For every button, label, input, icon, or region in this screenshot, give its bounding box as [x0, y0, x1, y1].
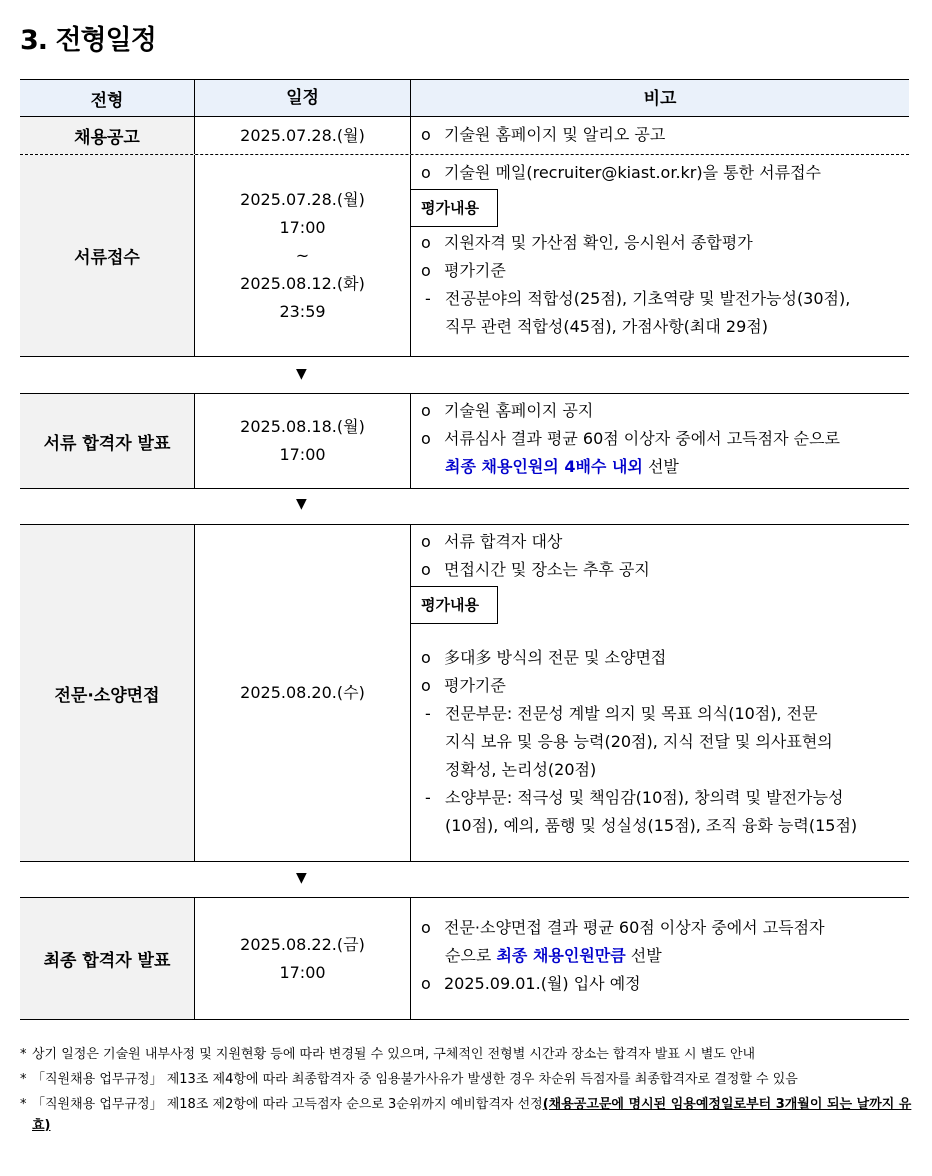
remark-text: 서류심사 결과 평균 60점 이상자 중에서 고득점자 순으로 — [444, 429, 840, 448]
remark-text: 소양부문: 적극성 및 책임감(10점), 창의력 및 발전가능성 — [445, 788, 844, 807]
bullet-icon: o — [421, 648, 431, 667]
date-line: 17:00 — [279, 962, 326, 982]
bullet-icon: o — [421, 974, 431, 993]
bullet-icon: o — [421, 233, 431, 252]
dash-icon: - — [425, 704, 431, 723]
footnote-text: 「직원채용 업무규정」 제18조 제2항에 따라 고득점자 순으로 3순위까지 예비합격자 선정 — [32, 1097, 543, 1112]
table-row-interview — [20, 525, 909, 862]
highlight-text: 최종 채용인원만큼 — [496, 946, 626, 965]
bullet-icon: o — [421, 918, 431, 937]
bullet-icon: o — [421, 261, 431, 280]
remark-text: 직무 관련 적합성(45점), 가점사항(최대 29점) — [445, 317, 768, 336]
footnote-item — [20, 1044, 912, 1065]
date-line: 17:00 — [279, 445, 326, 464]
eval-label-box: 평가내용 — [411, 189, 498, 227]
bullet-icon: o — [421, 532, 431, 551]
schedule-table-1 — [20, 79, 909, 357]
footnote-item — [20, 1094, 912, 1136]
remark-text: 多대多 방식의 전문 및 소양면접 — [444, 648, 667, 667]
asterisk-icon: * — [20, 1047, 27, 1062]
footnote-text: 상기 일정은 기술원 내부사정 및 지원현황 등에 따라 변경될 수 있으며, 구체적인 전형별 시간과 장소는 합격자 발표 시 별도 안내 — [32, 1047, 756, 1062]
date-line: 2025.08.12.(화) — [240, 273, 365, 293]
dash-icon: - — [425, 788, 431, 807]
highlight-text: 최종 채용인원의 4배수 내외 — [445, 457, 643, 476]
date-interview: 2025.08.20.(수) — [195, 525, 411, 861]
remarks-doc-pass — [411, 394, 909, 488]
stage-docs: 서류접수 — [20, 155, 195, 356]
date-line: 2025.07.28.(월) — [240, 189, 365, 209]
schedule-table-3 — [20, 524, 909, 862]
remark-text: 기술원 홈페이지 및 알리오 공고 — [444, 125, 666, 144]
remarks-docs — [411, 155, 909, 356]
remark-text: 정확성, 논리성(20점) — [445, 760, 597, 779]
date-line: 17:00 — [279, 217, 326, 237]
footnote-item — [20, 1069, 912, 1090]
remarks-interview — [411, 525, 909, 861]
date-line: ~ — [295, 245, 310, 265]
date-docs — [195, 155, 411, 356]
table-row-docs — [20, 155, 909, 357]
date-final — [195, 898, 411, 1019]
date-line: 23:59 — [279, 301, 326, 321]
date-doc-pass — [195, 394, 411, 488]
header-stage: 전형 — [20, 80, 195, 116]
arrow-down-icon: ▼ — [296, 366, 307, 382]
date-line: 2025.08.22.(금) — [240, 934, 365, 954]
asterisk-icon: * — [20, 1097, 27, 1112]
remark-text: 평가기준 — [444, 676, 506, 695]
dash-icon: - — [425, 289, 431, 308]
remark-text: 면접시간 및 장소는 추후 공지 — [444, 560, 650, 579]
arrow-down-icon: ▼ — [296, 496, 307, 512]
header-date: 일정 — [195, 80, 411, 116]
page-title: 3. 전형일정 — [20, 25, 156, 56]
table-row-final — [20, 898, 909, 1020]
remarks-final — [411, 898, 909, 1019]
stage-doc-pass: 서류 합격자 발표 — [20, 394, 195, 488]
table-header-row — [20, 80, 909, 117]
remark-text: 2025.09.01.(월) 입사 예정 — [444, 974, 641, 993]
remark-text: 기술원 메일(recruiter@kiast.or.kr)을 통한 서류접수 — [444, 163, 821, 182]
remark-text: 지원자격 및 가산점 확인, 응시원서 종합평가 — [444, 233, 753, 252]
footnote-text: 「직원채용 업무규정」 제13조 제4항에 따라 최종합격자 중 임용불가사유가 발생한 경우 차순위 득점자를 최종합격자로 결정할 수 있음 — [32, 1072, 798, 1087]
footnotes — [20, 1044, 912, 1140]
schedule-table-2 — [20, 393, 909, 489]
header-remarks: 비고 — [411, 80, 909, 116]
bullet-icon: o — [421, 676, 431, 695]
remarks-notice — [411, 117, 909, 154]
bullet-icon: o — [421, 429, 431, 448]
bullet-icon: o — [421, 163, 431, 182]
remark-text: 전문부문: 전문성 계발 의지 및 목표 의식(10점), 전문 — [445, 704, 818, 723]
date-line: 2025.08.18.(월) — [240, 417, 365, 436]
eval-label-box: 평가내용 — [411, 586, 498, 624]
remark-text: 전공분야의 적합성(25점), 기초역량 및 발전가능성(30점), — [445, 289, 851, 308]
arrow-down-icon: ▼ — [296, 870, 307, 886]
table-row-doc-pass — [20, 394, 909, 489]
footnote-emphasis: (채용공고문에 명시된 임용예정일로부터 3개월이 되는 날까지 유효) — [32, 1097, 912, 1133]
schedule-table-4 — [20, 897, 909, 1020]
bullet-icon: o — [421, 125, 431, 144]
remark-text: 평가기준 — [444, 261, 506, 280]
date-notice: 2025.07.28.(월) — [195, 117, 411, 154]
remark-text: (10점), 예의, 품행 및 성실성(15점), 조직 융화 능력(15점) — [445, 816, 858, 835]
bullet-icon: o — [421, 401, 431, 420]
remark-text: 서류 합격자 대상 — [444, 532, 563, 551]
remark-text: 선발 — [642, 457, 679, 476]
remark-text: 선발 — [625, 946, 662, 965]
remark-text: 기술원 홈페이지 공지 — [444, 401, 594, 420]
asterisk-icon: * — [20, 1072, 27, 1087]
remark-text: 순으로 — [445, 946, 497, 965]
bullet-icon: o — [421, 560, 431, 579]
stage-final: 최종 합격자 발표 — [20, 898, 195, 1019]
remark-text: 전문·소양면접 결과 평균 60점 이상자 중에서 고득점자 — [444, 918, 825, 937]
remark-text: 지식 보유 및 응용 능력(20점), 지식 전달 및 의사표현의 — [445, 732, 833, 751]
stage-notice: 채용공고 — [20, 117, 195, 154]
stage-interview: 전문·소양면접 — [20, 525, 195, 861]
table-row-notice — [20, 117, 909, 155]
